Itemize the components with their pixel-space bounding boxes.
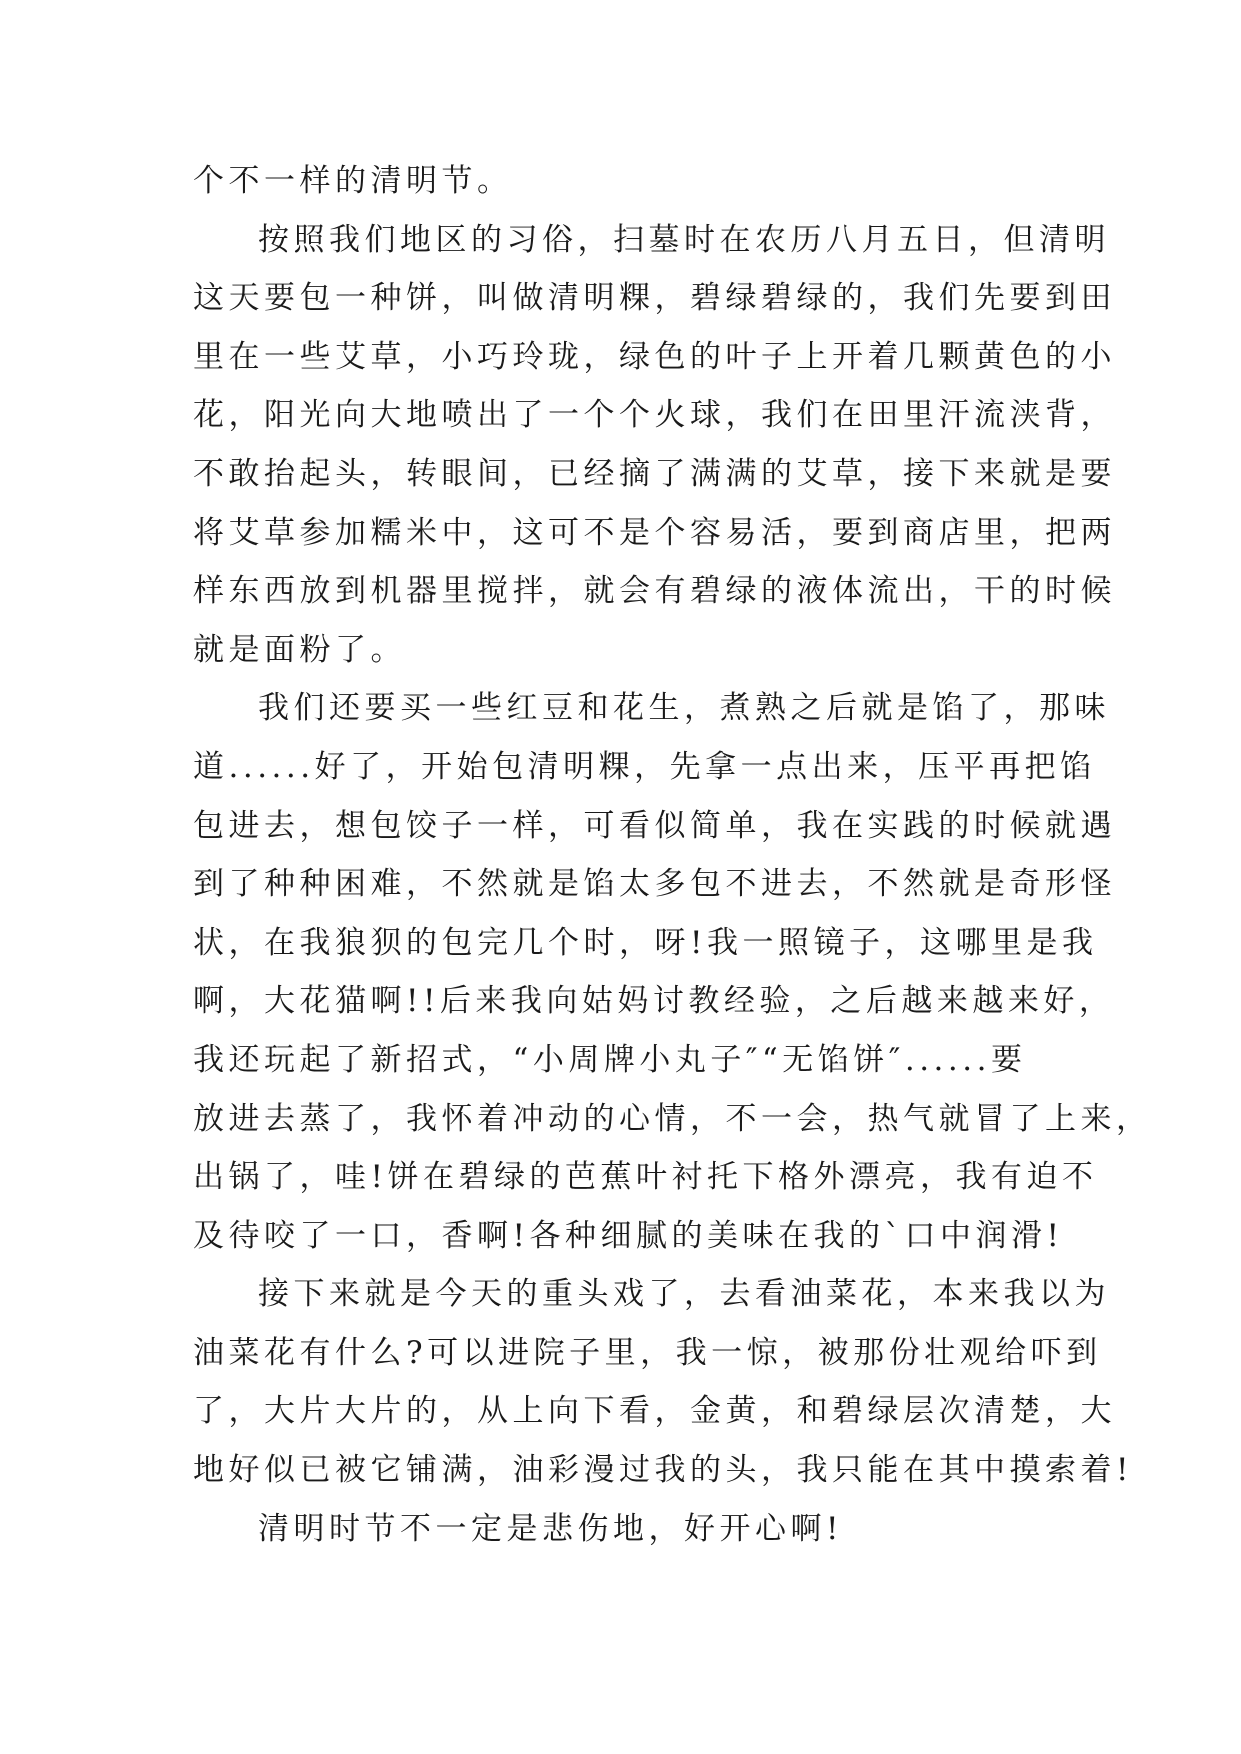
text-line: 个不一样的清明节。 [193,163,513,199]
text-line: 包进去，想包饺子一样，可看似简单，我在实践的时候就遇 [193,807,1116,844]
text-line: 样东西放到机器里搅拌，就会有碧绿的液体流出，干的时候 [193,573,1116,610]
paragraph-first-line: 按照我们地区的习俗，扫墓时在农历八月五日，但清明 [258,221,1110,258]
text-line: 里在一些艾草，小巧玲珑，绿色的叶子上开着几颗黄色的小 [193,338,1116,375]
text-line: 出锅了，哇!饼在碧绿的芭蕉叶衬托下格外漂亮，我有迫不 [193,1159,1098,1196]
text-line: 状，在我狼狈的包完几个时，呀!我一照镜子，这哪里是我 [193,924,1098,961]
text-line: 及待咬了一口，香啊!各种细腻的美味在我的`口中润滑! [193,1217,1064,1254]
text-line: 我还玩起了新招式，“小周牌小丸子″“无馅饼″......要 [193,1041,1027,1078]
text-line: 了，大片大片的，从上向下看，金黄，和碧绿层次清楚，大 [193,1393,1116,1430]
text-line: 不敢抬起头，转眼间，已经摘了满满的艾草，接下来就是要 [193,455,1116,492]
text-line: 这天要包一种饼，叫做清明粿，碧绿碧绿的，我们先要到田 [193,280,1116,317]
text-line: 就是面粉了。 [193,631,406,668]
paragraph-first-line: 清明时节不一定是悲伤地，好开心啊! [258,1510,843,1547]
text-line: 油菜花有什么?可以进院子里，我一惊，被那份壮观给吓到 [193,1334,1102,1371]
text-line: 花，阳光向大地喷出了一个个火球，我们在田里汗流浃背， [193,397,1116,434]
paragraph-first-line: 我们还要买一些红豆和花生，煮熟之后就是馅了，那味 [258,690,1110,727]
text-line: 放进去蒸了，我怀着冲动的心情，不一会，热气就冒了上来， [193,1100,1152,1137]
text-line: 到了种种困难，不然就是馅太多包不进去，不然就是奇形怪 [193,866,1116,903]
paragraph-first-line: 接下来就是今天的重头戏了，去看油菜花，本来我以为 [258,1276,1110,1313]
text-line: 将艾草参加糯米中，这可不是个容易活，要到商店里，把两 [193,514,1116,551]
text-line: 啊，大花猫啊!!后来我向姑妈讨教经验，之后越来越来好， [193,983,1115,1020]
text-line: 道......好了，开始包清明粿，先拿一点出来，压平再把馅 [193,748,1096,785]
text-line: 地好似已被它铺满，油彩漫过我的头，我只能在其中摸索着! [193,1452,1133,1489]
essay-body [193,152,1152,1558]
